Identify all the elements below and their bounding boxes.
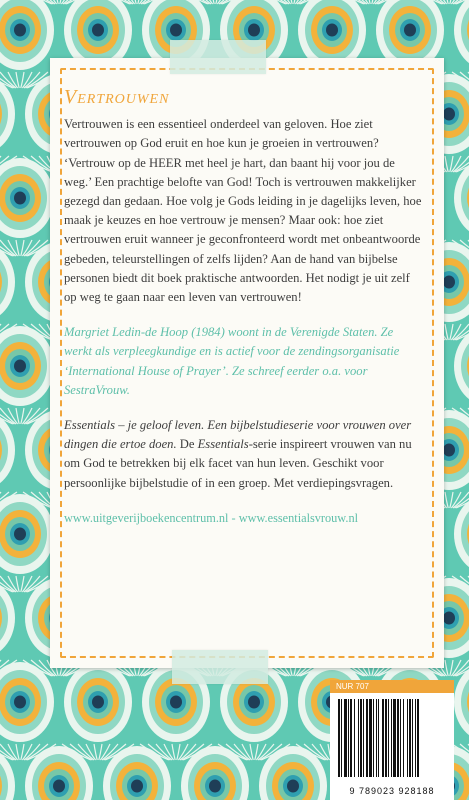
barcode — [330, 693, 454, 800]
section-title: Vertrouwen — [64, 86, 170, 108]
series-description — [64, 416, 424, 493]
tape-bottom — [172, 650, 268, 684]
isbn-number: 9 789023 928188 — [349, 786, 435, 796]
nur-label: NUR 707 — [330, 680, 454, 693]
tape-top — [170, 40, 266, 74]
publisher-urls[interactable]: www.uitgeverijboekencentrum.nl - www.essentialsvrouw.nl — [64, 510, 359, 525]
barcode-icon — [336, 699, 448, 779]
author-bio: Margriet Ledin-de Hoop (1984) woont in de Verenigde Staten. Ze werkt als verpleegkundige en is actief voor de zendingsorganisatie ‘International House of Prayer’. Ze schreef eerder o.a. voor SestraVrouw. — [64, 325, 400, 397]
description-paragraph: Vertrouwen is een essentieel onderdeel van geloven. Hoe ziet vertrouwen op God eruit en hoe kun je groeien in vertrouwen? ‘Vertrouw op de HEER met heel je hart, dan baant hij voor jou de weg.’ Een prachtige belofte van God! Toch is vertrouwen makkelijker gezegd dan gedaan. Hoe volg je Gods leiding in je dagelijks leven, hoe maak je keuzes en hoe vertrouw je mensen? Maar ook: hoe ziet vertrouwen eruit wanneer je geconfronteerd wordt met onbeantwoorde gebeden, teleurstellingen of zelfs lijden? Aan de hand van bijbelse personen biedt dit boek praktische antwoorden. Het nodigt je uit zelf op weg te gaan naar een leven van vertrouwen! — [64, 117, 422, 305]
series-intro: Essentials – je geloof leven. Een bijbelstudieserie voor vrouwen over dingen die ertoe doen. — [64, 418, 412, 452]
series-text-a: De — [176, 437, 198, 452]
back-cover-text — [64, 88, 424, 528]
series-text-b: -serie inspireert vrouwen van nu om God te betrekken bij elk facet van hun leven. Geschikt voor persoonlijke bijbelstudie of in een groep. Met verdiepingsvragen. — [64, 437, 412, 490]
series-name: Essentials — [197, 437, 249, 452]
